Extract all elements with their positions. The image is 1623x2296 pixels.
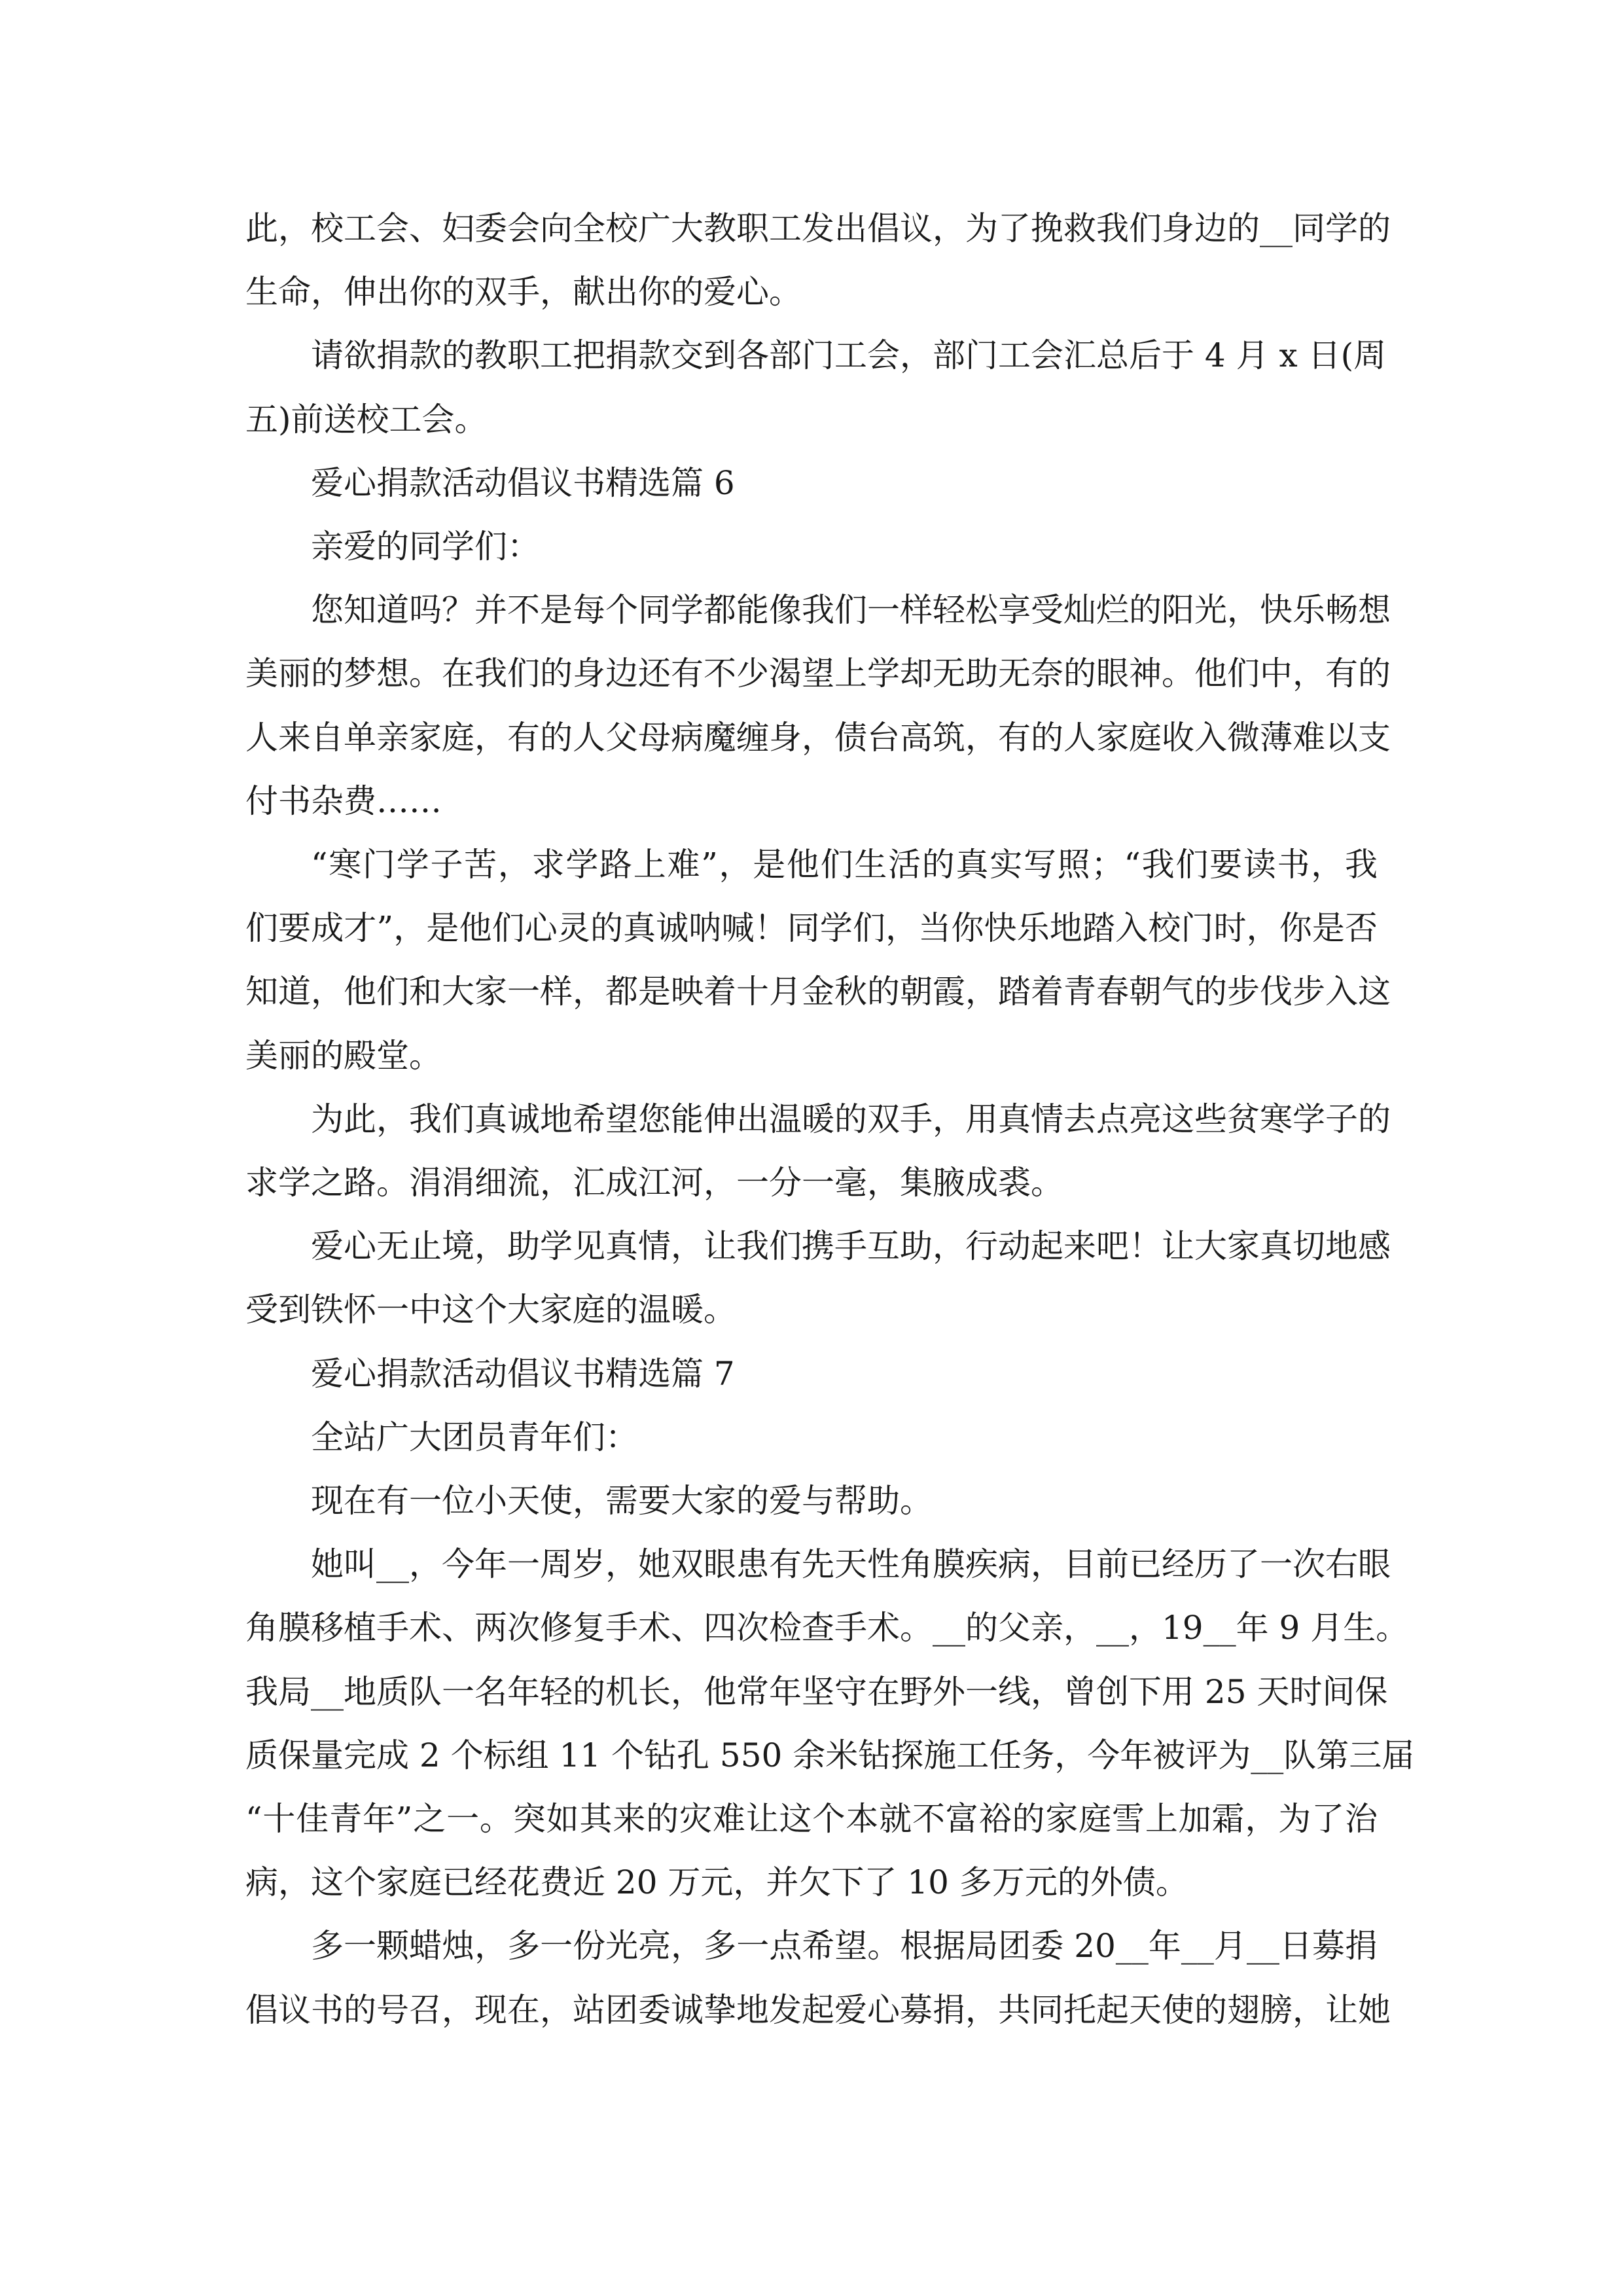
text-line: 们要成才”，是他们心灵的真诚呐喊！同学们，当你快乐地踏入校门时，你是否	[245, 909, 1378, 948]
text-line: 为此，我们真诚地希望您能伸出温暖的双手，用真情去点亮这些贫寒学子的	[311, 1100, 1391, 1138]
text-line: 多一颗蜡烛，多一份光亮，多一点希望。根据局团委 20__年__月__日募捐	[311, 1927, 1378, 1965]
text-line: 付书杂费……	[245, 781, 442, 820]
text-line: 请欲捐款的教职工把捐款交到各部门工会，部门工会汇总后于 4 月 x 日(周	[311, 336, 1387, 375]
text-line: 此，校工会、妇委会向全校广大教职工发出倡议，为了挽救我们身边的__同学的	[245, 209, 1391, 247]
text-line: “寒门学子苦，求学路上难”，是他们生活的真实写照；“我们要读书，我	[311, 846, 1378, 884]
document-body	[245, 197, 1415, 2042]
text-line: 她叫__，今年一周岁，她双眼患有先天性角膜疾病，目前已经历了一次右眼	[311, 1545, 1391, 1584]
section-heading: 爱心捐款活动倡议书精选篇 6	[311, 463, 735, 502]
text-line: 生命，伸出你的双手，献出你的爱心。	[245, 273, 802, 312]
text-line: 质保量完成 2 个标组 11 个钻孔 550 余米钻探施工任务，今年被评为__队第三届	[245, 1736, 1415, 1774]
text-line: 倡议书的号召，现在，站团委诚挚地发起爱心募捐，共同托起天使的翅膀，让她	[245, 1990, 1391, 2029]
text-line: “十佳青年”之一。突如其来的灾难让这个本就不富裕的家庭雪上加霜，为了治	[245, 1800, 1378, 1839]
text-line: 受到铁怀一中这个大家庭的温暖。	[245, 1291, 736, 1329]
section-heading: 爱心捐款活动倡议书精选篇 7	[311, 1354, 735, 1393]
text-line: 病，这个家庭已经花费近 20 万元，并欠下了 10 多万元的外债。	[245, 1863, 1188, 1902]
text-line: 美丽的殿堂。	[245, 1036, 442, 1075]
text-line: 求学之路。涓涓细流，汇成江河，一分一毫，集腋成裘。	[245, 1164, 1063, 1202]
text-line: 爱心无止境，助学见真情，让我们携手互助，行动起来吧！让大家真切地感	[311, 1227, 1391, 1266]
salutation: 亲爱的同学们：	[311, 528, 540, 566]
text-line: 知道，他们和大家一样，都是映着十月金秋的朝霞，踏着青春朝气的步伐步入这	[245, 973, 1391, 1011]
text-line: 角膜移植手术、两次修复手术、四次检查手术。__的父亲，__，19__年 9 月生。	[245, 1609, 1409, 1647]
text-line: 您知道吗？并不是每个同学都能像我们一样轻松享受灿烂的阳光，快乐畅想	[311, 591, 1391, 630]
text-line: 五)前送校工会。	[245, 400, 488, 439]
text-line: 现在有一位小天使，需要大家的爱与帮助。	[311, 1482, 933, 1520]
text-line: 美丽的梦想。在我们的身边还有不少渴望上学却无助无奈的眼神。他们中，有的	[245, 655, 1391, 693]
text-line: 人来自单亲家庭，有的人父母病魔缠身，债台高筑，有的人家庭收入微薄难以支	[245, 718, 1391, 757]
text-line: 我局__地质队一名年轻的机长，他常年坚守在野外一线，曾创下用 25 天时间保	[245, 1672, 1388, 1711]
salutation: 全站广大团员青年们：	[311, 1418, 638, 1456]
